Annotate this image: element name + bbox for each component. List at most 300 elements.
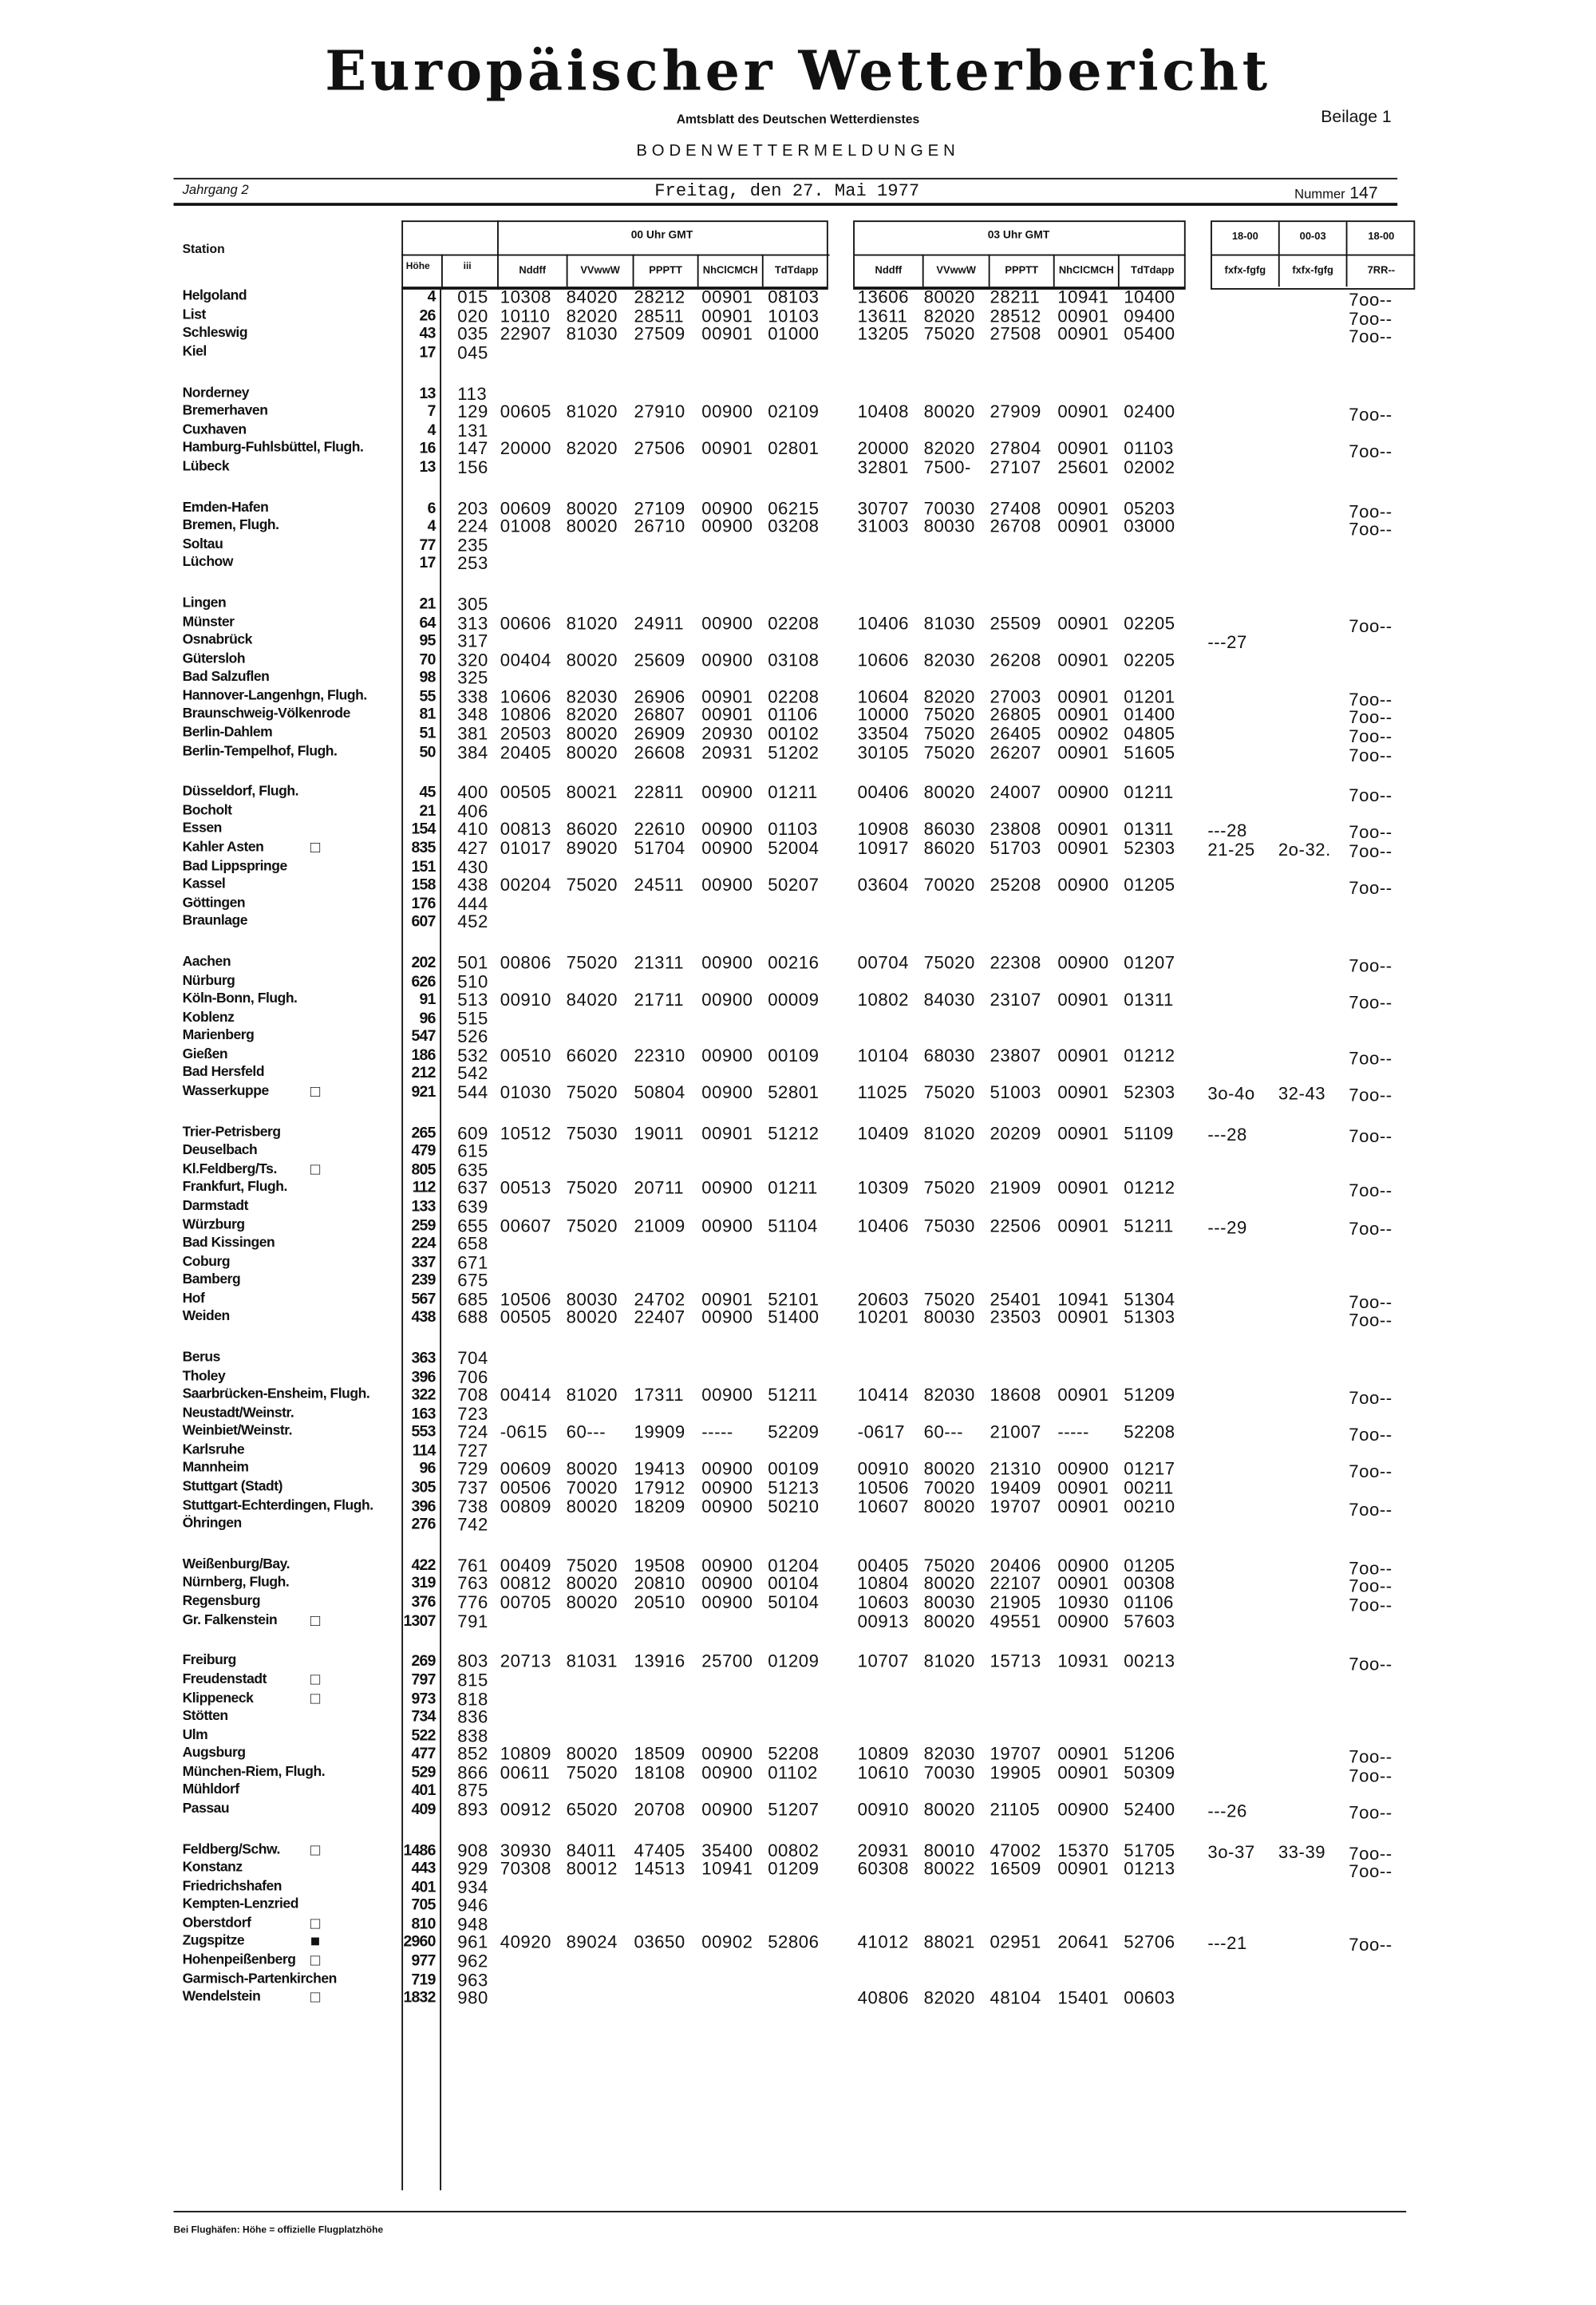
extra-field: 7oo-- — [1349, 615, 1393, 636]
station-name: Hannover-Langenhgn, Flugh. — [182, 687, 367, 704]
table-row — [0, 1065, 1596, 1083]
table-row — [0, 1971, 1596, 1989]
station-height: 797 — [411, 1670, 436, 1690]
obs-00-field: 00705 — [500, 1591, 552, 1613]
col-iii: iii — [463, 261, 472, 272]
station-index: 384 — [457, 741, 488, 762]
station-height: 810 — [411, 1915, 436, 1933]
station-index: 639 — [457, 1196, 488, 1217]
extra-field: ---21 — [1207, 1933, 1247, 1955]
obs-00-field: 00404 — [500, 649, 552, 670]
obs-03-field: 28512 — [990, 305, 1041, 326]
station-height: 305 — [411, 1478, 436, 1496]
obs-00-field: 00901 — [701, 704, 753, 726]
obs-00-field: 75020 — [566, 1555, 618, 1576]
extra-field: 7oo-- — [1349, 441, 1393, 462]
obs-03-field: 04805 — [1124, 722, 1175, 744]
station-name: Gießen — [182, 1046, 228, 1063]
obs-00-field: 00513 — [500, 1178, 552, 1199]
table-row — [0, 401, 1596, 425]
station-height: 1486 — [403, 1841, 436, 1860]
station-index: 615 — [457, 1141, 488, 1162]
obs-03-field: 27107 — [990, 457, 1041, 478]
obs-00-field: 50804 — [634, 1081, 685, 1103]
obs-00-field: 52209 — [768, 1421, 820, 1443]
obs-03-field: 75030 — [923, 1215, 975, 1236]
station-height: 43 — [419, 325, 436, 343]
col-field-header: TdTdapp — [764, 255, 830, 287]
station-name: Feldberg/Schw. — [182, 1841, 280, 1858]
obs-00-field: 22610 — [634, 819, 685, 840]
obs-00-field: 50210 — [768, 1496, 820, 1516]
station-name: Darmstadt — [182, 1197, 249, 1215]
rule-bottom — [174, 2211, 1407, 2213]
station-name: Bremen, Flugh. — [182, 517, 279, 534]
extra-field: 7oo-- — [1349, 326, 1393, 347]
station-height: 202 — [411, 954, 436, 972]
table-row — [0, 438, 1596, 462]
obs-03-field: 86020 — [923, 837, 975, 859]
extra-field: 7oo-- — [1349, 744, 1393, 765]
station-height: 154 — [411, 820, 436, 839]
station-index: 113 — [457, 382, 488, 404]
obs-00-field: 10809 — [500, 1743, 552, 1765]
obs-03-field: 80020 — [923, 1458, 975, 1480]
obs-00-field: 00409 — [500, 1555, 552, 1576]
obs-00-field: 00900 — [701, 1761, 753, 1783]
station-height: 6 — [427, 499, 436, 517]
obs-00-field: 86020 — [566, 819, 618, 840]
extra-field: 7oo-- — [1349, 1047, 1393, 1069]
obs-03-field: 20406 — [990, 1555, 1041, 1576]
obs-03-field: 22308 — [990, 952, 1041, 974]
obs-03-field: 00900 — [1057, 1798, 1109, 1820]
obs-00-field: 75020 — [566, 1081, 618, 1103]
obs-03-field: 27804 — [990, 438, 1041, 459]
mountain-station-marker-icon: □ — [310, 1611, 321, 1630]
station-height: 224 — [411, 1235, 436, 1253]
obs-03-field: 00900 — [1057, 875, 1109, 896]
col-field-header: VVwwW — [924, 255, 990, 287]
table-row — [0, 1555, 1596, 1579]
issue-date: Freitag, den 27. Mai 1977 — [654, 180, 920, 202]
extra-field: 7oo-- — [1349, 1595, 1393, 1616]
header-extra-box — [1211, 220, 1415, 290]
extra-field: 33-39 — [1278, 1841, 1326, 1862]
station-index: 325 — [457, 667, 488, 689]
obs-03-field: 09400 — [1124, 305, 1175, 326]
table-row — [0, 1671, 1596, 1690]
obs-03-field: 05203 — [1124, 497, 1175, 519]
obs-03-field: 25401 — [990, 1288, 1041, 1310]
obs-00-field: 00900 — [701, 497, 753, 519]
station-height: 13 — [419, 458, 436, 476]
obs-03-field: 00901 — [1057, 323, 1109, 345]
station-height: 45 — [419, 784, 436, 802]
extra-field: 7oo-- — [1349, 1388, 1393, 1409]
obs-00-field: 40920 — [500, 1931, 552, 1953]
obs-00-field: 00900 — [701, 1743, 753, 1765]
obs-00-field: 50207 — [768, 875, 820, 896]
obs-03-field: 10930 — [1057, 1591, 1109, 1613]
obs-00-field: 00900 — [701, 1798, 753, 1820]
table-row — [0, 1761, 1596, 1786]
obs-03-field: 00913 — [857, 1610, 909, 1631]
station-index: 675 — [457, 1270, 488, 1291]
obs-03-field: 01103 — [1124, 438, 1174, 459]
obs-03-field: 00900 — [1057, 1610, 1109, 1631]
table-row — [0, 989, 1596, 1014]
station-height: 265 — [411, 1124, 436, 1142]
table-row — [0, 1798, 1596, 1823]
obs-00-field: 00900 — [701, 401, 753, 422]
table-row — [0, 1931, 1596, 1956]
rule-top — [174, 178, 1398, 180]
station-height: 319 — [411, 1575, 436, 1593]
obs-00-field: 80020 — [566, 649, 618, 670]
obs-00-field: 52801 — [768, 1081, 820, 1103]
station-index: 763 — [457, 1573, 488, 1595]
station-index: 838 — [457, 1725, 488, 1746]
obs-03-field: 70030 — [923, 1761, 975, 1783]
obs-00-field: 08103 — [768, 287, 820, 307]
station-index: 727 — [457, 1440, 488, 1461]
obs-03-field: 50309 — [1124, 1761, 1175, 1783]
table-row — [0, 421, 1596, 440]
station-height: 4 — [427, 421, 436, 439]
obs-03-field: 75020 — [923, 722, 975, 744]
obs-00-field: 01209 — [768, 1858, 820, 1880]
obs-03-field: 84030 — [923, 989, 975, 1010]
station-index: 963 — [457, 1969, 488, 1990]
obs-03-field: 52400 — [1124, 1798, 1175, 1820]
obs-03-field: 10941 — [1057, 287, 1109, 307]
station-height: 51 — [419, 724, 436, 742]
obs-03-field: 82030 — [923, 649, 975, 670]
obs-03-field: 21310 — [990, 1458, 1041, 1480]
station-height: 567 — [411, 1290, 436, 1308]
station-index: 400 — [457, 782, 488, 804]
extra-field: 3o-37 — [1207, 1841, 1255, 1862]
obs-03-field: 75020 — [923, 952, 975, 974]
station-index: 035 — [457, 323, 488, 345]
obs-03-field: 10409 — [857, 1122, 909, 1144]
station-height: 276 — [411, 1515, 436, 1533]
obs-03-field: 20603 — [857, 1288, 909, 1310]
obs-03-field: 10802 — [857, 989, 909, 1010]
station-index: 510 — [457, 971, 488, 992]
obs-03-field: 80020 — [923, 782, 975, 804]
station-name: Bocholt — [182, 802, 232, 819]
mountain-station-marker-icon: □ — [310, 1083, 321, 1101]
obs-00-field: 22407 — [634, 1307, 685, 1328]
obs-03-field: 20641 — [1057, 1931, 1109, 1953]
obs-03-field: 00901 — [1057, 1858, 1109, 1880]
station-name: Bad Hersfeld — [182, 1065, 265, 1081]
obs-00-field: 01030 — [500, 1081, 552, 1103]
station-height: 479 — [411, 1142, 436, 1160]
station-index: 438 — [457, 875, 488, 896]
extra-field: 7oo-- — [1349, 1180, 1393, 1202]
extra-field: 7oo-- — [1349, 1935, 1393, 1956]
obs-00-field: 80020 — [566, 1458, 618, 1480]
station-index: 406 — [457, 801, 488, 822]
obs-00-field: 51704 — [634, 837, 685, 859]
obs-00-field: 20510 — [634, 1591, 685, 1613]
obs-00-field: 00606 — [500, 612, 552, 634]
station-height: 13 — [419, 384, 436, 402]
obs-03-field: 75020 — [923, 704, 975, 726]
obs-00-field: 19508 — [634, 1555, 685, 1576]
obs-00-field: 51211 — [768, 1385, 818, 1406]
obs-03-field: 00910 — [857, 1798, 909, 1820]
obs-03-field: 60--- — [923, 1421, 964, 1443]
obs-03-field: 80020 — [923, 1798, 975, 1820]
station-height: 477 — [411, 1745, 436, 1763]
station-name: Hamburg-Fuhlsbüttel, Flugh. — [182, 440, 364, 457]
station-index: 544 — [457, 1081, 488, 1103]
obs-00-field: 60--- — [566, 1421, 606, 1443]
table-row — [0, 1441, 1596, 1460]
obs-03-field: 10610 — [857, 1761, 909, 1783]
obs-00-field: 81020 — [566, 1385, 618, 1406]
station-index: 532 — [457, 1045, 488, 1066]
station-height: 921 — [411, 1083, 436, 1101]
header-divider — [401, 255, 499, 256]
obs-03-field: 00211 — [1124, 1477, 1174, 1498]
obs-03-field: 10804 — [857, 1573, 909, 1595]
station-name: Würzburg — [182, 1216, 245, 1233]
obs-00-field: 01209 — [768, 1651, 820, 1672]
station-index: 742 — [457, 1514, 488, 1535]
station-height: 186 — [411, 1046, 436, 1065]
extra-field: 7oo-- — [1349, 822, 1393, 844]
obs-00-field: 24511 — [634, 875, 685, 896]
extra-field: 7oo-- — [1349, 992, 1393, 1014]
obs-03-field: 21007 — [990, 1421, 1041, 1443]
station-name: Berlin-Dahlem — [182, 724, 273, 741]
station-index: 427 — [457, 837, 488, 859]
station-name: Mannheim — [182, 1460, 249, 1477]
extra-field: 21-25 — [1207, 839, 1255, 860]
station-index: 452 — [457, 911, 488, 933]
station-height: 70 — [419, 650, 436, 669]
station-height: 547 — [411, 1027, 436, 1046]
obs-03-field: 82030 — [923, 1743, 975, 1765]
station-index: 962 — [457, 1950, 488, 1971]
obs-03-field: 00901 — [1057, 837, 1109, 859]
station-name: Frankfurt, Flugh. — [182, 1179, 287, 1196]
station-name: Trier-Petrisberg — [182, 1124, 281, 1141]
obs-03-field: 10607 — [857, 1496, 909, 1516]
extra-field: 7oo-- — [1349, 1085, 1393, 1105]
station-height: 96 — [419, 1009, 436, 1027]
obs-03-field: 19707 — [990, 1743, 1041, 1765]
obs-00-field: 20708 — [634, 1798, 685, 1820]
obs-03-field: 80030 — [923, 516, 975, 537]
station-index: 513 — [457, 989, 488, 1010]
station-height: 1832 — [403, 1988, 436, 2007]
station-name: Kempten-Lenzried — [182, 1896, 298, 1913]
table-row — [0, 595, 1596, 614]
extra-field: 7oo-- — [1349, 1461, 1393, 1483]
station-index: 791 — [457, 1610, 488, 1631]
obs-03-field: 75020 — [923, 741, 975, 762]
station-index: 020 — [457, 305, 488, 326]
obs-03-field: 00213 — [1124, 1651, 1175, 1672]
station-name: Hohenpeißenberg — [182, 1951, 296, 1968]
obs-00-field: 26807 — [634, 704, 685, 726]
station-height: 239 — [411, 1271, 436, 1290]
obs-03-field: 27408 — [990, 497, 1041, 519]
station-height: 977 — [411, 1951, 436, 1970]
station-name: Saarbrücken-Ensheim, Flugh. — [182, 1386, 370, 1403]
obs-00-field: 51400 — [768, 1307, 820, 1328]
obs-00-field: 80021 — [566, 782, 618, 804]
obs-03-field: 86030 — [923, 819, 975, 840]
obs-03-field: 51703 — [990, 837, 1041, 859]
obs-03-field: 01211 — [1124, 782, 1174, 804]
obs-00-field: 01000 — [768, 323, 820, 345]
extra-field: ---29 — [1207, 1216, 1247, 1237]
document-subtitle: Amtsblatt des Deutschen Wetterdienstes — [676, 111, 920, 127]
obs-03-field: 49551 — [990, 1610, 1041, 1631]
obs-03-field: 81020 — [923, 1122, 975, 1144]
obs-00-field: 82020 — [566, 704, 618, 726]
obs-03-field: 01106 — [1124, 1591, 1174, 1613]
extra-field: 7oo-- — [1349, 289, 1393, 310]
obs-00-field: 00900 — [701, 1307, 753, 1328]
obs-03-field: 10941 — [1057, 1288, 1109, 1310]
table-row — [0, 1878, 1596, 1896]
obs-03-field: 13611 — [857, 305, 908, 326]
table-row — [0, 972, 1596, 990]
obs-00-field: 21711 — [634, 989, 685, 1010]
extra-field: 32-43 — [1278, 1083, 1326, 1104]
obs-00-field: 10941 — [701, 1858, 753, 1880]
obs-03-field: 26805 — [990, 704, 1041, 726]
obs-00-field: 01204 — [768, 1555, 820, 1576]
table-row — [0, 913, 1596, 931]
obs-00-field: 80020 — [566, 722, 618, 744]
mountain-station-marker-icon: □ — [310, 1841, 321, 1860]
mountain-station-marker-icon: □ — [310, 839, 321, 857]
obs-00-field: 00802 — [768, 1840, 820, 1860]
station-name: Lingen — [182, 595, 227, 612]
station-index: 609 — [457, 1122, 488, 1144]
station-name: Stuttgart (Stadt) — [182, 1478, 282, 1495]
obs-00-field: 10103 — [768, 305, 820, 326]
obs-03-field: 80022 — [923, 1858, 975, 1880]
obs-03-field: 00901 — [1057, 1385, 1109, 1406]
station-height: 64 — [419, 614, 436, 632]
obs-03-field: 00910 — [857, 1458, 909, 1480]
obs-03-field: 10931 — [1057, 1651, 1109, 1672]
obs-00-field: 00204 — [500, 875, 552, 896]
station-height: 626 — [411, 972, 436, 990]
header-divider — [441, 255, 443, 290]
station-name: Tholey — [182, 1367, 226, 1385]
obs-00-field: 19413 — [634, 1458, 685, 1480]
extra-field: 7oo-- — [1349, 1801, 1393, 1823]
station-index: 688 — [457, 1307, 488, 1328]
obs-00-field: 14513 — [634, 1858, 685, 1880]
obs-03-field: 11025 — [857, 1081, 908, 1103]
station-index: 946 — [457, 1895, 488, 1916]
obs-03-field: 82020 — [923, 1987, 975, 2008]
obs-00-field: 00609 — [500, 1458, 552, 1480]
obs-00-field: 00900 — [701, 1178, 753, 1199]
obs-00-field: 00910 — [500, 989, 552, 1010]
obs-00-field: 51213 — [768, 1477, 820, 1498]
station-height: 21 — [419, 802, 436, 820]
station-index: 338 — [457, 686, 488, 707]
obs-00-field: 00009 — [768, 989, 820, 1010]
station-index: 235 — [457, 534, 488, 555]
station-name: Friedrichshafen — [182, 1878, 282, 1895]
header-00-box — [497, 220, 828, 290]
obs-03-field: 70030 — [923, 497, 975, 519]
mountain-station-marker-icon: □ — [310, 1988, 321, 2007]
obs-03-field: 10000 — [857, 704, 909, 726]
obs-03-field: 00901 — [1057, 1215, 1109, 1236]
table-row — [0, 875, 1596, 899]
station-name: München-Riem, Flugh. — [182, 1763, 326, 1780]
station-name: Mühldorf — [182, 1781, 239, 1798]
station-index: 015 — [457, 287, 488, 307]
obs-03-field: 10917 — [857, 837, 909, 859]
table-row — [0, 1479, 1596, 1497]
obs-03-field: 68030 — [923, 1045, 975, 1066]
station-height: 4 — [427, 517, 436, 536]
obs-03-field: 10809 — [857, 1743, 909, 1765]
obs-00-field: 00611 — [500, 1761, 551, 1783]
obs-00-field: 81020 — [566, 401, 618, 422]
obs-00-field: 00900 — [701, 952, 753, 974]
station-height: 17 — [419, 343, 436, 362]
station-name: Garmisch-Partenkirchen — [182, 1970, 337, 1987]
station-height: 396 — [411, 1496, 436, 1515]
obs-03-field: 51211 — [1124, 1215, 1174, 1236]
obs-00-field: 00900 — [701, 782, 753, 804]
obs-03-field: 10707 — [857, 1651, 909, 1672]
station-name: Koblenz — [182, 1009, 235, 1026]
obs-00-field: 25609 — [634, 649, 685, 670]
obs-00-field: 84011 — [566, 1840, 617, 1860]
station-name: Braunlage — [182, 913, 248, 930]
obs-00-field: 75020 — [566, 875, 618, 896]
obs-03-field: 81030 — [923, 612, 975, 634]
table-row — [0, 1368, 1596, 1386]
table-row — [0, 1516, 1596, 1534]
obs-03-field: 10604 — [857, 686, 909, 707]
station-height: 212 — [411, 1065, 436, 1083]
mountain-station-marker-icon: □ — [310, 1951, 321, 1970]
obs-00-field: 22907 — [500, 323, 552, 345]
extra-field: 7oo-- — [1349, 1498, 1393, 1520]
station-height: 4 — [427, 287, 436, 306]
table-row — [0, 287, 1596, 310]
station-name: Weißenburg/Bay. — [182, 1556, 290, 1573]
obs-03-field: 01207 — [1124, 952, 1175, 974]
obs-00-field: 20930 — [701, 722, 753, 744]
obs-03-field: 15401 — [1057, 1987, 1109, 2008]
obs-03-field: 80020 — [923, 1610, 975, 1631]
station-name: Köln-Bonn, Flugh. — [182, 990, 298, 1007]
obs-00-field: 00806 — [500, 952, 552, 974]
obs-03-field: 22107 — [990, 1573, 1041, 1595]
obs-00-field: 21009 — [634, 1215, 685, 1236]
